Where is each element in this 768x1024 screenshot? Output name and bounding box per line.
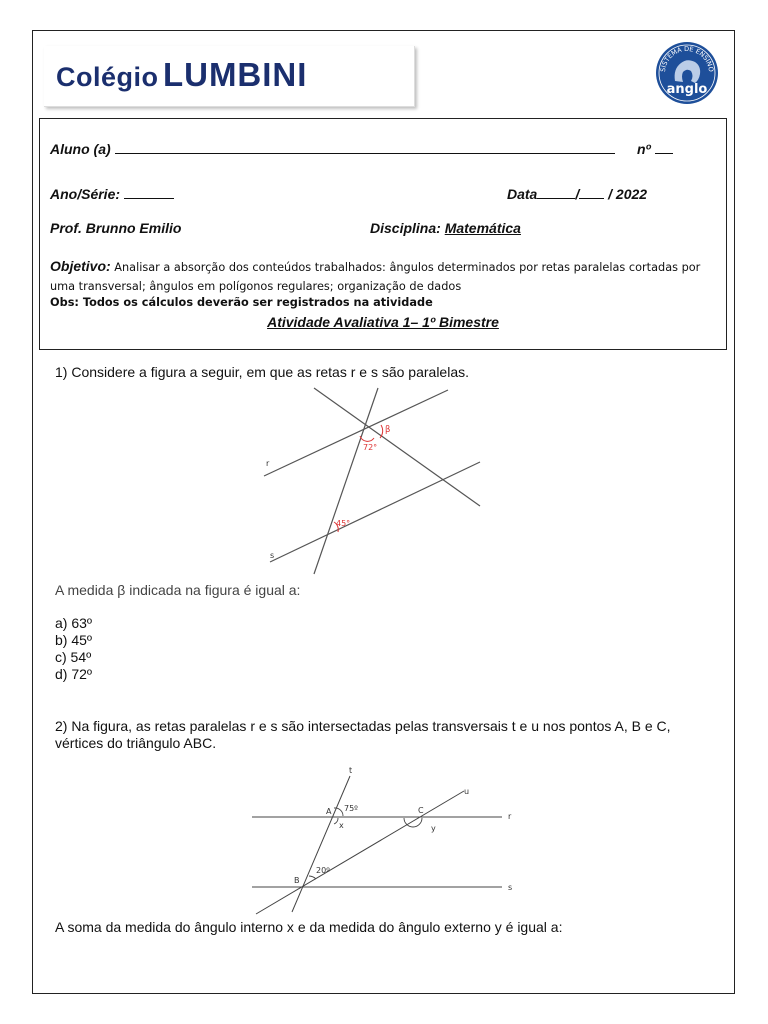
- label-angle-72: 72°: [363, 443, 378, 452]
- question-2-figure: [246, 766, 524, 916]
- student-header-box: [39, 118, 727, 350]
- school-name-word2: LUMBINI: [162, 56, 308, 93]
- activity-title: Atividade Avaliativa 1– 1º Bimestre: [267, 314, 499, 330]
- label-beta: β: [385, 425, 391, 435]
- date-year: / 2022: [608, 186, 648, 202]
- anglo-seal-icon: [655, 41, 719, 105]
- discipline-value: Matemática: [444, 220, 521, 236]
- question-2-prompt: A soma da medida do ângulo interno x e da medida do ângulo externo y é igual a:: [55, 919, 563, 935]
- student-name-field[interactable]: [115, 141, 615, 154]
- q1-option-b: b) 45º: [55, 632, 93, 648]
- year-line: [50, 186, 174, 202]
- observation: Obs: Todos os cálculos deverão ser registrados na atividade: [50, 296, 433, 309]
- question-1-text: 1) Considere a figura a seguir, em que as retas r e s são paralelas.: [55, 364, 469, 380]
- date-label: Data: [507, 186, 538, 202]
- line-u: [256, 791, 464, 914]
- label-y: y: [431, 824, 436, 833]
- label-s: s: [508, 883, 513, 892]
- line-transversal-a: [314, 388, 480, 506]
- number-label: nº: [637, 141, 651, 157]
- label-r: r: [508, 812, 512, 821]
- label-point-c: C: [418, 806, 424, 815]
- q1-option-c: c) 54º: [55, 649, 92, 665]
- question-2-text: 2) Na figura, as retas paralelas r e s são intersectadas pelas transversais t e u nos pontos A, B e C, vértices do triângulo ABC.: [55, 718, 671, 751]
- school-name: [56, 56, 307, 94]
- angle-72-arc: [360, 436, 374, 441]
- year-field[interactable]: [124, 186, 174, 199]
- label-angle-75: 75º: [344, 804, 358, 813]
- line-transversal-b: [314, 388, 378, 574]
- student-name-line: [50, 141, 615, 157]
- label-t: t: [349, 766, 353, 775]
- q1-option-a: a) 63º: [55, 615, 93, 631]
- date-line: Data / / 2022: [507, 186, 648, 202]
- number-field[interactable]: [655, 141, 673, 154]
- objective: [50, 257, 710, 296]
- date-day-field[interactable]: [537, 186, 575, 199]
- line-s: [270, 462, 480, 562]
- student-label: Aluno (a): [50, 141, 111, 157]
- label-point-b: B: [294, 876, 300, 885]
- label-s: s: [270, 551, 275, 560]
- seal-name: anglo: [666, 82, 708, 97]
- angle-b-arc: [309, 876, 316, 879]
- number-line: [637, 141, 673, 157]
- question-1-figure: [252, 384, 514, 582]
- year-label: Ano/Série:: [50, 186, 121, 202]
- line-t: [292, 776, 350, 912]
- school-logo-box: [44, 46, 415, 107]
- objective-label: Objetivo:: [50, 258, 111, 274]
- angle-y-arc: [404, 818, 422, 827]
- date-month-field[interactable]: [579, 186, 604, 199]
- seal-arc-text: SISTEMA DE ENSINO: [658, 44, 716, 73]
- label-x: x: [339, 821, 344, 830]
- label-angle-45: 45°: [336, 519, 351, 528]
- label-point-a: A: [326, 807, 332, 816]
- objective-text: Analisar a absorção dos conteúdos trabalhados: ângulos determinados por retas paralelas cortadas por uma transversal; ângulos em polígonos regulares; organização de dados: [50, 261, 701, 293]
- label-r: r: [266, 459, 270, 468]
- discipline-label: Disciplina:: [370, 220, 441, 236]
- q1-option-d: d) 72º: [55, 666, 93, 682]
- angle-x-arc: [334, 818, 338, 824]
- label-u: u: [464, 787, 470, 796]
- label-angle-20: 20º: [316, 866, 330, 875]
- discipline-line: [370, 220, 521, 236]
- school-name-word1: Colégio: [56, 62, 159, 92]
- question-1-prompt: A medida β indicada na figura é igual a:: [55, 582, 301, 598]
- teacher-name: Prof. Brunno Emilio: [50, 220, 182, 236]
